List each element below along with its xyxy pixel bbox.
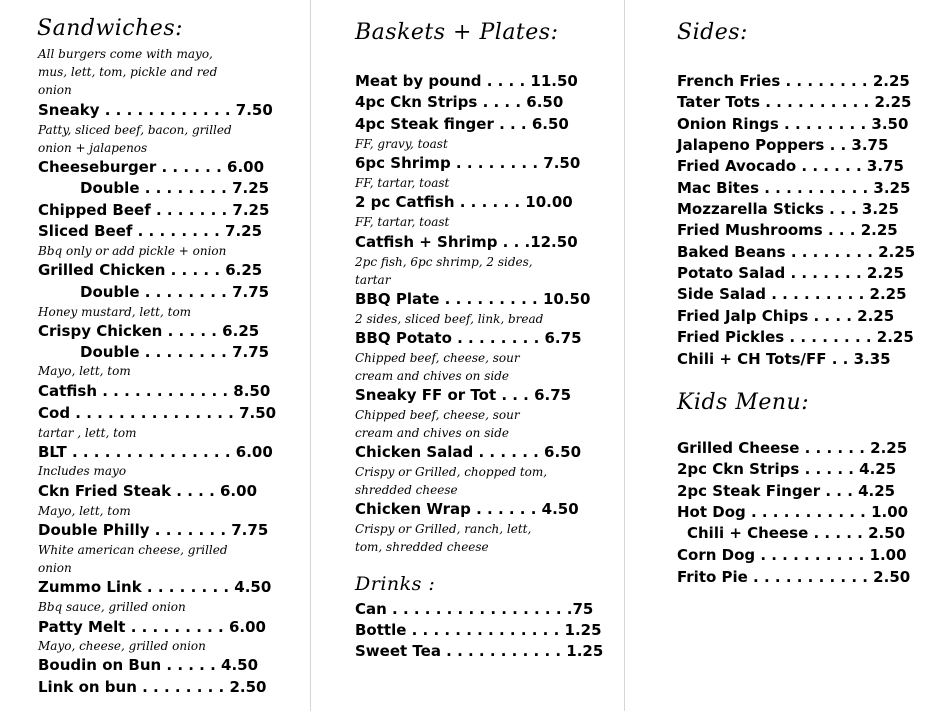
menu-item: Hot Dog . . . . . . . . . . . 1.00 (677, 503, 909, 521)
menu-item: BBQ Potato . . . . . . . . 6.75 (355, 329, 582, 347)
menu-item: Crispy Chicken . . . . . 6.25 (38, 322, 260, 340)
menu-item: Fried Mushrooms . . . 2.25 (677, 221, 898, 239)
menu-item: Fried Avocado . . . . . . 3.75 (677, 157, 904, 175)
menu-item: Grilled Chicken . . . . . 6.25 (38, 261, 263, 279)
menu-item: Tater Tots . . . . . . . . . . 2.25 (677, 93, 912, 111)
menu-item: Link on bun . . . . . . . . 2.50 (38, 678, 267, 696)
menu-item: Sneaky FF or Tot . . . 6.75 (355, 386, 572, 404)
item-note: FF, tartar, toast (355, 215, 450, 229)
item-note: 2 sides, sliced beef, link, bread (355, 312, 544, 326)
item-note: Bbq only or add pickle + onion (38, 244, 227, 258)
menu-item: 2pc Steak Finger . . . 4.25 (677, 482, 896, 500)
item-note: White american cheese, grilled onion (38, 543, 228, 575)
item-note: Mayo, lett, tom (38, 504, 131, 518)
menu-item: Double . . . . . . . . 7.25 (80, 179, 270, 197)
item-note: Crispy or Grilled, chopped tom, shredded cheese (355, 465, 548, 497)
menu-item: Catfish + Shrimp . . .12.50 (355, 233, 578, 251)
menu-item: Chili + Cheese . . . . . 2.50 (687, 524, 906, 542)
menu-item: Cheeseburger . . . . . . 6.00 (38, 158, 265, 176)
item-note: Bbq sauce, grilled onion (38, 600, 186, 614)
sandwiches-column (0, 0, 310, 711)
item-note: Mayo, lett, tom (38, 364, 131, 378)
menu-item: Patty Melt . . . . . . . . . 6.00 (38, 618, 266, 636)
menu-item: Frito Pie . . . . . . . . . . . 2.50 (677, 568, 911, 586)
drinks-heading: Drinks : (355, 573, 436, 595)
item-note: Mayo, cheese, grilled onion (38, 639, 206, 653)
menu-item: Can . . . . . . . . . . . . . . . . .75 (355, 600, 594, 618)
sandwiches-heading: Sandwiches: (37, 16, 184, 41)
menu-item: Side Salad . . . . . . . . . 2.25 (677, 285, 907, 303)
menu-item: 2 pc Catfish . . . . . . 10.00 (355, 193, 573, 211)
menu-item: 6pc Shrimp . . . . . . . . 7.50 (355, 154, 581, 172)
menu-item: French Fries . . . . . . . . 2.25 (677, 72, 910, 90)
menu-item: Corn Dog . . . . . . . . . . 1.00 (677, 546, 907, 564)
menu-item: Sneaky . . . . . . . . . . . . 7.50 (38, 101, 273, 119)
menu-item: Chipped Beef . . . . . . . 7.25 (38, 201, 270, 219)
menu-item: Jalapeno Poppers . . 3.75 (677, 136, 889, 154)
menu-item: Chili + CH Tots/FF . . 3.35 (677, 350, 891, 368)
menu-item: Mozzarella Sticks . . . 3.25 (677, 200, 899, 218)
menu-item: Meat by pound . . . . 11.50 (355, 72, 578, 90)
item-note: Chipped beef, cheese, sour cream and chives on side (355, 351, 520, 383)
menu-item: 4pc Steak finger . . . 6.50 (355, 115, 569, 133)
menu-item: Onion Rings . . . . . . . . 3.50 (677, 115, 909, 133)
menu-item: Ckn Fried Steak . . . . 6.00 (38, 482, 258, 500)
menu-item: Chicken Wrap . . . . . . 4.50 (355, 500, 579, 518)
menu-item: Chicken Salad . . . . . . 6.50 (355, 443, 582, 461)
menu-item: Grilled Cheese . . . . . . 2.25 (677, 439, 908, 457)
kids-menu-heading: Kids Menu: (677, 390, 810, 415)
menu-item: Baked Beans . . . . . . . . 2.25 (677, 243, 916, 261)
baskets-heading: Baskets + Plates: (355, 20, 559, 45)
baskets-column (311, 0, 624, 711)
item-note: FF, tartar, toast (355, 176, 450, 190)
menu-item: 2pc Ckn Strips . . . . . 4.25 (677, 460, 897, 478)
menu-item: BLT . . . . . . . . . . . . . . . 6.00 (38, 443, 273, 461)
menu-item: Zummo Link . . . . . . . . 4.50 (38, 578, 272, 596)
item-note: tartar , lett, tom (38, 426, 137, 440)
menu-item: Double . . . . . . . . 7.75 (80, 283, 270, 301)
sides-column (625, 0, 934, 711)
item-note: FF, gravy, toast (355, 137, 448, 151)
menu-item: Sweet Tea . . . . . . . . . . . 1.25 (355, 642, 604, 660)
menu-item: Catfish . . . . . . . . . . . . 8.50 (38, 382, 271, 400)
menu-item: Boudin on Bun . . . . . 4.50 (38, 656, 259, 674)
menu-item: Fried Pickles . . . . . . . . 2.25 (677, 328, 914, 346)
sides-heading: Sides: (677, 20, 748, 45)
menu-item: Mac Bites . . . . . . . . . . 3.25 (677, 179, 911, 197)
menu-item: Fried Jalp Chips . . . . 2.25 (677, 307, 895, 325)
item-note: Patty, sliced beef, bacon, grilled onion + jalapenos (38, 123, 232, 155)
item-note: Chipped beef, cheese, sour cream and chives on side (355, 408, 520, 440)
menu-item: Double Philly . . . . . . . 7.75 (38, 521, 269, 539)
menu-item: 4pc Ckn Strips . . . . 6.50 (355, 93, 564, 111)
menu-item: Bottle . . . . . . . . . . . . . . 1.25 (355, 621, 602, 639)
menu-item: Double . . . . . . . . 7.75 (80, 343, 270, 361)
menu-item: Potato Salad . . . . . . . 2.25 (677, 264, 904, 282)
menu-item: Sliced Beef . . . . . . . . 7.25 (38, 222, 263, 240)
item-note: Honey mustard, lett, tom (38, 305, 192, 319)
burgers-note: All burgers come with mayo, mus, lett, tom, pickle and red onion (38, 47, 218, 97)
menu-item: BBQ Plate . . . . . . . . . 10.50 (355, 290, 591, 308)
item-note: Crispy or Grilled, ranch, lett, tom, shredded cheese (355, 522, 532, 554)
item-note: Includes mayo (38, 464, 127, 478)
item-note: 2pc fish, 6pc shrimp, 2 sides, tartar (355, 255, 533, 287)
menu-item: Cod . . . . . . . . . . . . . . . 7.50 (38, 404, 277, 422)
